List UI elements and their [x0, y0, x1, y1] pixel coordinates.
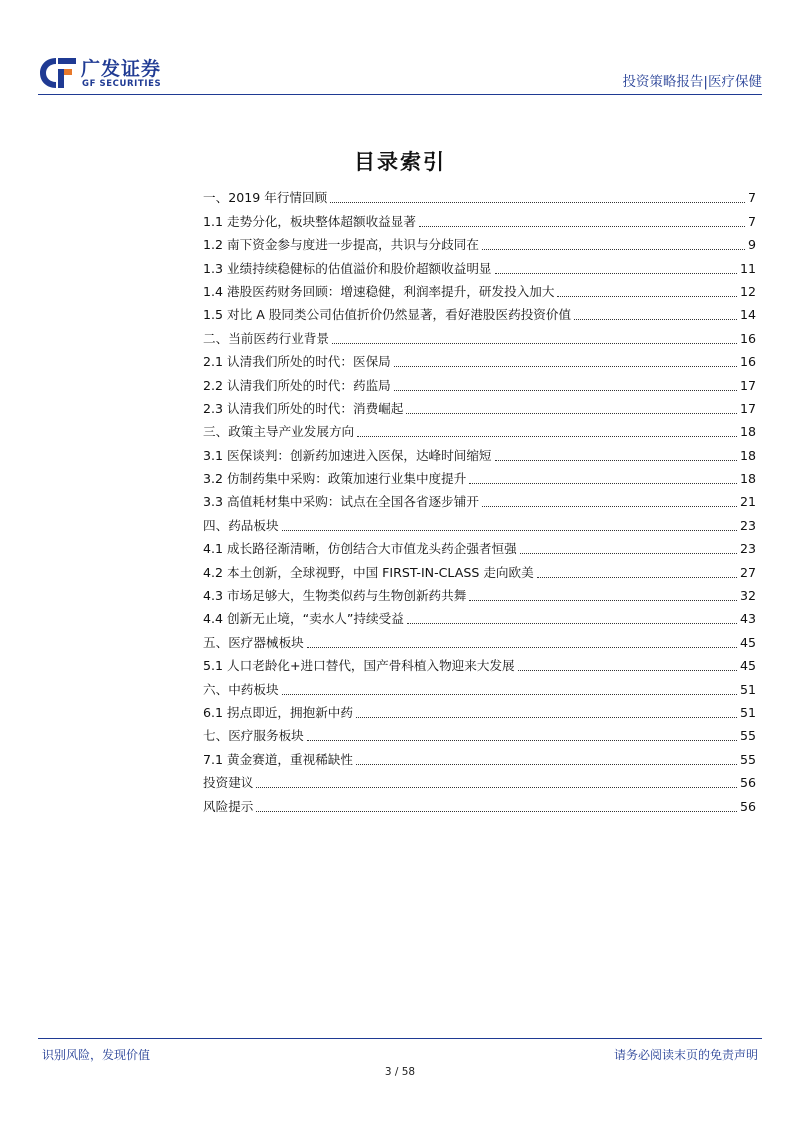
toc-dot-leader	[495, 273, 737, 274]
toc-entry[interactable]	[203, 581, 756, 604]
toc-dot-leader	[407, 623, 737, 624]
toc-entry-label[interactable]: 1.1 走势分化，板块整体超额收益显著	[203, 213, 416, 229]
toc-dot-leader	[482, 249, 745, 250]
toc-entry[interactable]	[203, 464, 756, 487]
toc-dot-leader	[256, 811, 737, 812]
toc-entry-page[interactable]: 23	[739, 517, 756, 533]
toc-entry-label[interactable]: 1.5 对比 A 股同类公司估值折价仍然显著，看好港股医药投资价值	[203, 307, 572, 323]
toc-entry[interactable]	[203, 510, 756, 533]
toc-dot-leader	[406, 413, 737, 414]
toc-entry-page[interactable]: 21	[739, 494, 756, 510]
toc-dot-leader	[495, 460, 737, 461]
toc-entry-label[interactable]: 2.1 认清我们所处的时代：医保局	[203, 354, 391, 370]
toc-entry-label[interactable]: 二、当前医药行业背景	[203, 330, 329, 346]
report-type: 投资策略报告|医疗保健	[622, 74, 762, 90]
logo-chinese-name: 广发证券	[81, 58, 162, 80]
toc-entry-label[interactable]: 4.1 成长路径渐清晰，仿创结合大市值龙头药企强者恒强	[203, 541, 517, 557]
toc-dot-leader	[356, 764, 737, 765]
toc-entry[interactable]	[203, 791, 756, 814]
toc-entry-label[interactable]: 三、政策主导产业发展方向	[203, 424, 355, 440]
toc-entry-page[interactable]: 7	[747, 213, 756, 229]
toc-entry[interactable]	[203, 698, 756, 721]
toc-entry-page[interactable]: 55	[739, 728, 756, 744]
toc-entry-page[interactable]: 18	[739, 424, 756, 440]
toc-entry-page[interactable]: 43	[739, 611, 756, 627]
toc-entry-page[interactable]: 56	[739, 775, 756, 791]
toc-entry-page[interactable]: 7	[747, 190, 756, 206]
toc-entry[interactable]	[203, 487, 756, 510]
toc-entry[interactable]	[203, 230, 756, 253]
footer-slogan: 识别风险，发现价值	[42, 1048, 151, 1062]
toc-entry[interactable]	[203, 370, 756, 393]
toc-entry-label[interactable]: 六、中药板块	[203, 681, 279, 697]
toc-dot-leader	[557, 296, 736, 297]
footer-divider	[38, 1038, 762, 1039]
toc-dot-leader	[469, 600, 737, 601]
toc-entry-label[interactable]: 四、药品板块	[203, 517, 279, 533]
toc-dot-leader	[307, 740, 737, 741]
header-divider	[38, 94, 762, 95]
toc-entry[interactable]	[203, 440, 756, 463]
toc-dot-leader	[394, 366, 737, 367]
toc-entry-label[interactable]: 1.3 业绩持续稳健标的估值溢价和股价超额收益明显	[203, 260, 492, 276]
toc-dot-leader	[307, 647, 737, 648]
toc-entry-page[interactable]: 32	[739, 588, 756, 604]
toc-dot-leader	[282, 530, 737, 531]
toc-entry[interactable]	[203, 394, 756, 417]
toc-entry-page[interactable]: 51	[739, 681, 756, 697]
toc-dot-leader	[394, 390, 737, 391]
toc-dot-leader	[330, 202, 745, 203]
toc-entry-label[interactable]: 4.2 本土创新，全球视野，中国 FIRST-IN-CLASS 走向欧美	[203, 564, 534, 580]
toc-entry-label[interactable]: 1.4 港股医药财务回顾：增速稳健，利润率提升，研发投入加大	[203, 283, 555, 299]
toc-entry-page[interactable]: 51	[739, 704, 756, 720]
toc-entry-label[interactable]: 七、医疗服务板块	[203, 728, 304, 744]
toc-entry-page[interactable]: 17	[739, 400, 756, 416]
toc-entry-label[interactable]: 7.1 黄金赛道，重视稀缺性	[203, 751, 353, 767]
toc-entry[interactable]	[203, 744, 756, 767]
toc-entry-page[interactable]: 45	[739, 634, 756, 650]
toc-entry[interactable]	[203, 183, 756, 206]
toc-entry-page[interactable]: 16	[739, 330, 756, 346]
toc-entry[interactable]	[203, 768, 756, 791]
toc-entry-page[interactable]: 18	[739, 471, 756, 487]
toc-dot-leader	[356, 717, 737, 718]
toc-dot-leader	[574, 319, 737, 320]
gf-logo-icon	[38, 56, 78, 90]
toc-entry-label[interactable]: 6.1 拐点即近，拥抱新中药	[203, 704, 353, 720]
toc-entry[interactable]	[203, 604, 756, 627]
toc-entry-page[interactable]: 45	[739, 658, 756, 674]
toc-dot-leader	[332, 343, 737, 344]
toc-entry-page[interactable]: 56	[739, 798, 756, 814]
toc-entry-label[interactable]: 2.2 认清我们所处的时代：药监局	[203, 377, 391, 393]
toc-dot-leader	[482, 506, 737, 507]
toc-entry[interactable]	[203, 557, 756, 580]
toc-entry[interactable]	[203, 206, 756, 229]
gf-securities-logo	[38, 52, 178, 92]
toc-dot-leader	[469, 483, 737, 484]
toc-entry-label[interactable]: 3.2 仿制药集中采购：政策加速行业集中度提升	[203, 471, 467, 487]
toc-entry[interactable]	[203, 674, 756, 697]
logo-english-name: GF SECURITIES	[82, 79, 162, 89]
toc-entry-page[interactable]: 9	[747, 237, 756, 253]
toc-entry-label[interactable]: 风险提示	[203, 798, 254, 814]
toc-dot-leader	[256, 787, 737, 788]
toc-entry[interactable]	[203, 534, 756, 557]
table-of-contents	[203, 183, 756, 815]
toc-entry-label[interactable]: 2.3 认清我们所处的时代：消费崛起	[203, 400, 404, 416]
footer-disclaimer: 请务必阅读末页的免责声明	[613, 1048, 758, 1062]
toc-title: 目录索引	[354, 149, 446, 174]
toc-entry-page[interactable]: 18	[739, 447, 756, 463]
toc-dot-leader	[282, 694, 737, 695]
toc-dot-leader	[419, 226, 745, 227]
toc-entry[interactable]	[203, 721, 756, 744]
toc-entry[interactable]	[203, 651, 756, 674]
toc-entry-page[interactable]: 27	[739, 564, 756, 580]
toc-dot-leader	[357, 436, 737, 437]
toc-entry[interactable]	[203, 417, 756, 440]
toc-entry-label[interactable]: 5.1 人口老龄化+进口替代，国产骨科植入物迎来大发展	[203, 658, 515, 674]
toc-entry[interactable]	[203, 323, 756, 346]
toc-entry-label[interactable]: 一、2019 年行情回顾	[203, 190, 328, 206]
toc-entry-page[interactable]: 16	[739, 354, 756, 370]
toc-entry-page[interactable]: 17	[739, 377, 756, 393]
toc-entry-label[interactable]: 五、医疗器械板块	[203, 634, 304, 650]
toc-entry-label[interactable]: 3.1 医保谈判：创新药加速进入医保，达峰时间缩短	[203, 447, 492, 463]
toc-entry-label[interactable]: 4.4 创新无止境，“卖水人”持续受益	[203, 611, 404, 627]
page-header	[38, 52, 762, 92]
toc-entry-page[interactable]: 11	[739, 260, 756, 276]
toc-entry-page[interactable]: 12	[739, 283, 756, 299]
toc-entry-page[interactable]: 55	[739, 751, 756, 767]
toc-entry-label[interactable]: 4.3 市场足够大，生物类似药与生物创新药共舞	[203, 588, 467, 604]
toc-dot-leader	[520, 553, 737, 554]
toc-entry-label[interactable]: 1.2 南下资金参与度进一步提高，共识与分歧同在	[203, 237, 479, 253]
toc-entry[interactable]	[203, 347, 756, 370]
toc-entry-label[interactable]: 投资建议	[203, 775, 254, 791]
toc-entry[interactable]	[203, 300, 756, 323]
toc-entry[interactable]	[203, 627, 756, 650]
toc-entry[interactable]	[203, 253, 756, 276]
toc-entry-page[interactable]: 23	[739, 541, 756, 557]
toc-dot-leader	[537, 577, 737, 578]
toc-entry-page[interactable]: 14	[739, 307, 756, 323]
toc-entry-label[interactable]: 3.3 高值耗材集中采购：试点在全国各省逐步铺开	[203, 494, 479, 510]
toc-dot-leader	[518, 670, 737, 671]
toc-entry[interactable]	[203, 277, 756, 300]
page-number: 3 / 58	[384, 1066, 416, 1078]
